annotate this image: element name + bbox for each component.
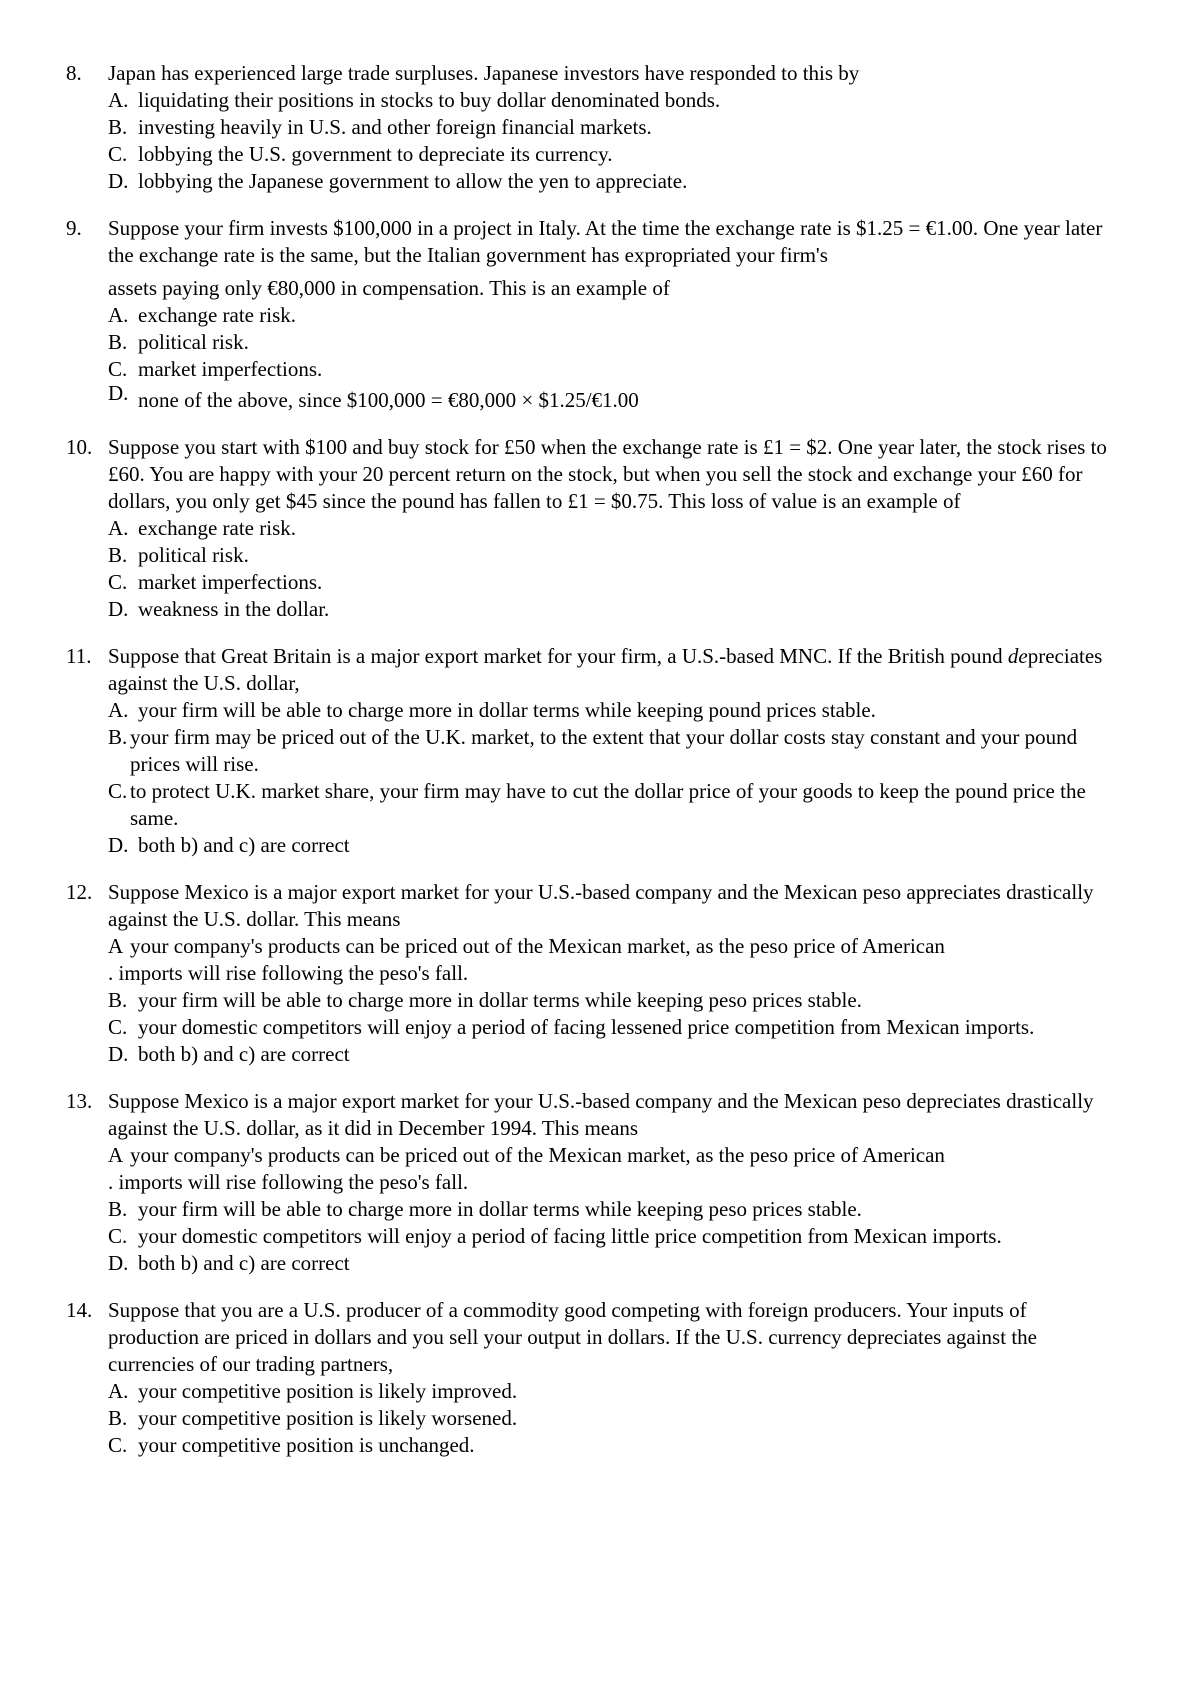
option-label: B. xyxy=(108,1197,128,1221)
option-label: B. xyxy=(108,115,128,139)
option-c xyxy=(108,778,1120,832)
option-a xyxy=(108,1142,1120,1196)
option-label: D. xyxy=(108,597,129,621)
question-stem: Suppose your firm invests $100,000 in a project in Italy. At the time the exchange rate is $1.25 = €1.00. One year later the exchange rate is the same, but the Italian government has expropriated your firm's xyxy=(108,216,1103,267)
question-stem: Suppose Mexico is a major export market for your U.S.-based company and the Mexican peso depreciates drastically against the U.S. dollar, as it did in December 1994. This means xyxy=(108,1089,1094,1140)
question-10 xyxy=(66,434,1120,623)
option-list xyxy=(108,1378,1120,1459)
option-d xyxy=(108,168,1120,195)
option-text: none of the above, since $100,000 = €80,000 × $1.25/€1.00 xyxy=(138,388,639,412)
option-text: liquidating their positions in stocks to buy dollar denominated bonds. xyxy=(138,88,721,112)
option-text: lobbying the Japanese government to allow the yen to appreciate. xyxy=(138,169,688,193)
option-label: D. xyxy=(108,1042,129,1066)
question-12 xyxy=(66,879,1120,1068)
stem-part: Suppose that Great Britain is a major export market for your firm, a U.S.-based MNC. If the British pound xyxy=(108,644,1008,668)
option-b xyxy=(108,1405,1120,1432)
option-text: both b) and c) are correct xyxy=(138,1042,350,1066)
option-b xyxy=(108,1196,1120,1223)
option-label: B. xyxy=(108,988,128,1012)
option-label: C. xyxy=(108,357,128,381)
option-list xyxy=(108,87,1120,195)
option-b xyxy=(108,542,1120,569)
option-label: B. xyxy=(108,1406,128,1430)
option-text: your company's products can be priced out of the Mexican market, as the peso price of American xyxy=(130,1143,945,1167)
option-label: B. xyxy=(108,330,128,354)
option-text: your competitive position is likely improved. xyxy=(138,1379,518,1403)
option-d xyxy=(108,1250,1120,1277)
option-text: your firm will be able to charge more in dollar terms while keeping peso prices stable. xyxy=(138,988,862,1012)
option-c xyxy=(108,1223,1120,1250)
question-stem: Japan has experienced large trade surpluses. Japanese investors have responded to this by xyxy=(108,61,860,85)
option-text: your firm will be able to charge more in dollar terms while keeping peso prices stable. xyxy=(138,1197,862,1221)
option-text: exchange rate risk. xyxy=(138,303,297,327)
question-stem: Suppose that you are a U.S. producer of a commodity good competing with foreign producers. Your inputs of production are priced in dollars and you sell your output in dollars. If the U.S. currency depreciates against the currencies of our trading partners, xyxy=(108,1298,1037,1376)
option-c xyxy=(108,569,1120,596)
option-text-continued: . imports will rise following the peso's fall. xyxy=(108,961,469,985)
question-number: 11. xyxy=(66,644,92,668)
option-text: weakness in the dollar. xyxy=(138,597,330,621)
question-14 xyxy=(66,1297,1120,1459)
question-stem: Suppose Mexico is a major export market for your U.S.-based company and the Mexican peso appreciates drastically against the U.S. dollar. This means xyxy=(108,880,1094,931)
option-text: market imperfections. xyxy=(138,570,323,594)
question-number: 13. xyxy=(66,1089,93,1113)
option-text: both b) and c) are correct xyxy=(138,1251,350,1275)
option-b xyxy=(108,987,1120,1014)
option-label: C. xyxy=(108,142,128,166)
option-text: to protect U.K. market share, your firm may have to cut the dollar price of your goods to keep the pound price the same. xyxy=(130,779,1086,830)
question-number: 8. xyxy=(66,61,82,85)
option-b xyxy=(108,724,1120,778)
question-number: 12. xyxy=(66,880,93,904)
option-text: your company's products can be priced out of the Mexican market, as the peso price of American xyxy=(130,934,945,958)
option-a xyxy=(108,1378,1120,1405)
option-text: your competitive position is unchanged. xyxy=(138,1433,475,1457)
option-c xyxy=(108,356,1120,383)
question-number: 14. xyxy=(66,1298,93,1322)
option-label: C. xyxy=(108,1015,128,1039)
option-list xyxy=(108,302,1120,414)
option-label: C. xyxy=(108,1433,128,1457)
option-list xyxy=(108,1142,1120,1277)
option-label: C. xyxy=(108,779,128,803)
option-c xyxy=(108,1014,1120,1041)
option-d xyxy=(108,596,1120,623)
option-label: B. xyxy=(108,725,128,749)
option-label: A. xyxy=(108,88,129,112)
option-text: your domestic competitors will enjoy a period of facing little price competition from Mexican imports. xyxy=(138,1224,1002,1248)
option-text: both b) and c) are correct xyxy=(138,833,350,857)
option-label: D. xyxy=(108,833,129,857)
option-a xyxy=(108,302,1120,329)
option-text: political risk. xyxy=(138,330,249,354)
question-number: 10. xyxy=(66,435,93,459)
option-text: investing heavily in U.S. and other foreign financial markets. xyxy=(138,115,652,139)
option-b xyxy=(108,329,1120,356)
option-a xyxy=(108,697,1120,724)
question-9 xyxy=(66,215,1120,414)
stem-part: preciates against the U.S. dollar, xyxy=(108,644,1103,695)
option-list xyxy=(108,933,1120,1068)
option-a xyxy=(108,933,1120,987)
option-text: political risk. xyxy=(138,543,249,567)
option-label: D. xyxy=(108,381,129,405)
question-13 xyxy=(66,1088,1120,1277)
option-text: your competitive position is likely worsened. xyxy=(138,1406,518,1430)
option-b xyxy=(108,114,1120,141)
option-label: A xyxy=(108,1143,124,1167)
option-d xyxy=(108,381,1120,414)
option-c xyxy=(108,141,1120,168)
question-11 xyxy=(66,643,1120,859)
option-text: lobbying the U.S. government to depreciate its currency. xyxy=(138,142,613,166)
question-stem xyxy=(108,643,1120,697)
option-d xyxy=(108,832,1120,859)
option-label: D. xyxy=(108,169,129,193)
option-label: B. xyxy=(108,543,128,567)
option-a xyxy=(108,87,1120,114)
option-label: C. xyxy=(108,570,128,594)
question-stem: Suppose you start with $100 and buy stock for £50 when the exchange rate is £1 = $2. One year later, the stock rises to £60. You are happy with your 20 percent return on the stock, but when you sell the stock and exchange your £60 for dollars, you only get $45 since the pound has fallen to £1 = $0.75. This loss of value is an example of xyxy=(108,435,1107,513)
option-text: market imperfections. xyxy=(138,357,323,381)
option-label: A xyxy=(108,934,124,958)
option-label: A. xyxy=(108,516,129,540)
option-a xyxy=(108,515,1120,542)
option-label: A. xyxy=(108,698,129,722)
option-list xyxy=(108,515,1120,623)
option-label: D. xyxy=(108,1251,129,1275)
option-label: C. xyxy=(108,1224,128,1248)
option-label: A. xyxy=(108,303,129,327)
option-text: exchange rate risk. xyxy=(138,516,297,540)
option-list xyxy=(108,697,1120,859)
option-text-continued: . imports will rise following the peso's fall. xyxy=(108,1170,469,1194)
question-number: 9. xyxy=(66,216,82,240)
stem-emphasis: de xyxy=(1007,644,1028,668)
question-8 xyxy=(66,60,1120,195)
option-text: your firm will be able to charge more in dollar terms while keeping pound prices stable. xyxy=(138,698,876,722)
option-d xyxy=(108,1041,1120,1068)
option-label: A. xyxy=(108,1379,129,1403)
option-c xyxy=(108,1432,1120,1459)
option-text: your domestic competitors will enjoy a period of facing lessened price competition from Mexican imports. xyxy=(138,1015,1035,1039)
option-text: your firm may be priced out of the U.K. market, to the extent that your dollar costs stay constant and your pound prices will rise. xyxy=(130,725,1078,776)
question-stem-continued: assets paying only €80,000 in compensation. This is an example of xyxy=(108,276,670,300)
